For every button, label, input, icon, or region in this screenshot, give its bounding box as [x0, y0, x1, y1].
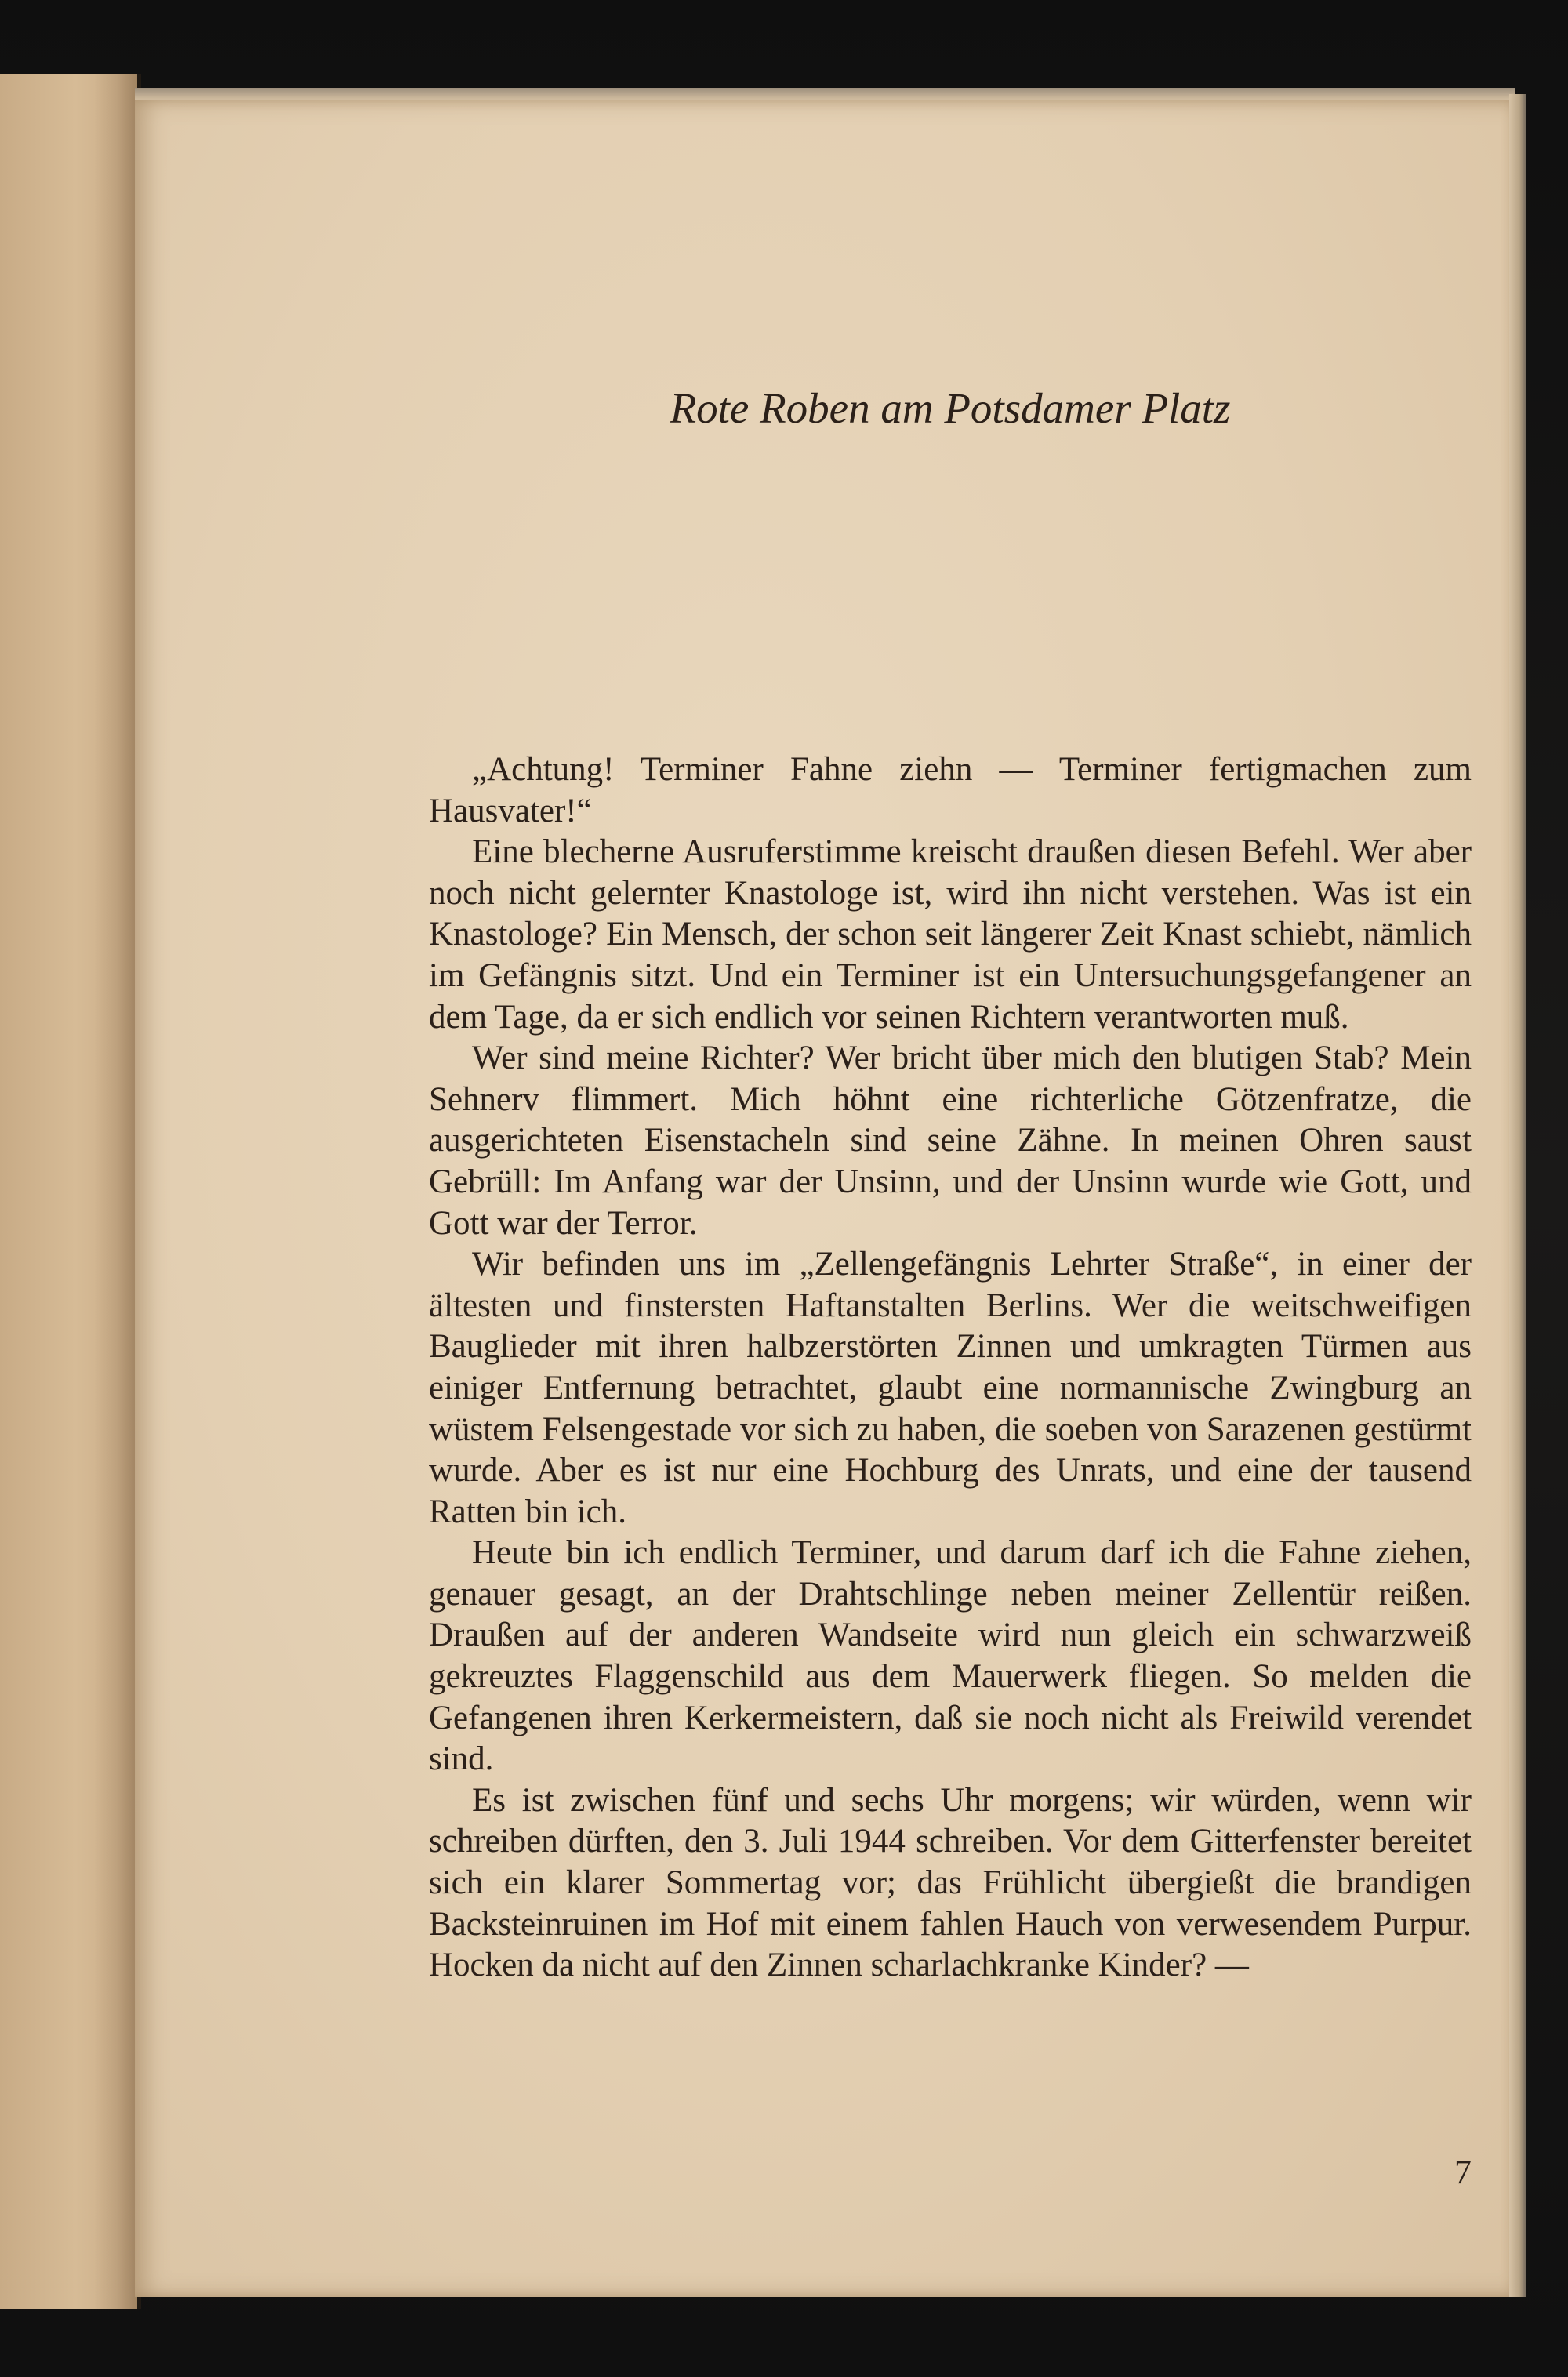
chapter-title: Rote Roben am Potsdamer Platz	[670, 384, 1231, 432]
page-right-edge	[1509, 94, 1526, 2297]
paragraph: Eine blecherne Ausruferstimme kreischt draußen diesen Befehl. Wer aber noch nicht gelernter Knastologe ist, wird ihn nicht verstehen. Was ist ein Knastologe? Ein Mensch, der schon seit längerer Zeit Knast schiebt, nämlich im Gefängnis sitzt. Und ein Terminer ist ein Untersuchungsgefangener an dem Tage, da er sich endlich vor seinen Richtern verantworten muß.	[429, 833, 1472, 1036]
paragraph: Wir befinden uns im „Zellengefängnis Lehrter Straße“, in einer der ältesten und finstersten Haftanstalten Berlins. Wer die weitschweifigen Bauglieder mit ihren halbzerstörten Zinnen und umkragten Türmen aus einiger Entfernung betrachtet, glaubt eine normannische Zwingburg an wüstem Felsengestade vor sich zu haben, die soeben von Sarazenen gestürmt wurde. Aber es ist nur eine Hochburg des Unrats, und eine der tausend Ratten bin ich.	[429, 1246, 1472, 1530]
paragraph: „Achtung! Terminer Fahne ziehn — Terminer fertigmachen zum Hausvater!“	[429, 751, 1472, 829]
page-number: 7	[1454, 2153, 1472, 2191]
paragraph: Wer sind meine Richter? Wer bricht über mich den blutigen Stab? Mein Sehnerv flimmert. Mich höhnt eine richterliche Götzenfratze, die ausgerichteten Eisenstacheln sind seine Zähne. In meinen Ohren saust Gebrüll: Im Anfang war der Unsinn, und der Unsinn wurde wie Gott, und Gott war der Terror.	[429, 1040, 1472, 1242]
paragraph: Es ist zwischen fünf und sechs Uhr morgens; wir würden, wenn wir schreiben dürften, den 3. Juli 1944 schreiben. Vor dem Gitterfenster bereitet sich ein klarer Sommertag vor; das Frühlicht übergießt die brandigen Backsteinruinen im Hof mit einem fahlen Hauch von verwesendem Purpur. Hocken da nicht auf den Zinnen scharlachkranke Kinder? —	[429, 1781, 1472, 1984]
book-page	[135, 100, 1515, 2297]
paragraph: Heute bin ich endlich Terminer, und darum darf ich die Fahne ziehen, genauer gesagt, an der Drahtschlinge neben meiner Zellentür reißen. Draußen auf der anderen Wandseite wird nun gleich ein schwarzweiß gekreuztes Flaggenschild aus dem Mauerwerk fliegen. So melden die Gefangenen ihren Kerkermeistern, daß sie noch nicht als Freiwild verendet sind.	[429, 1534, 1472, 1778]
body-text	[429, 749, 1472, 1987]
book-gutter-shadow	[94, 74, 141, 2309]
